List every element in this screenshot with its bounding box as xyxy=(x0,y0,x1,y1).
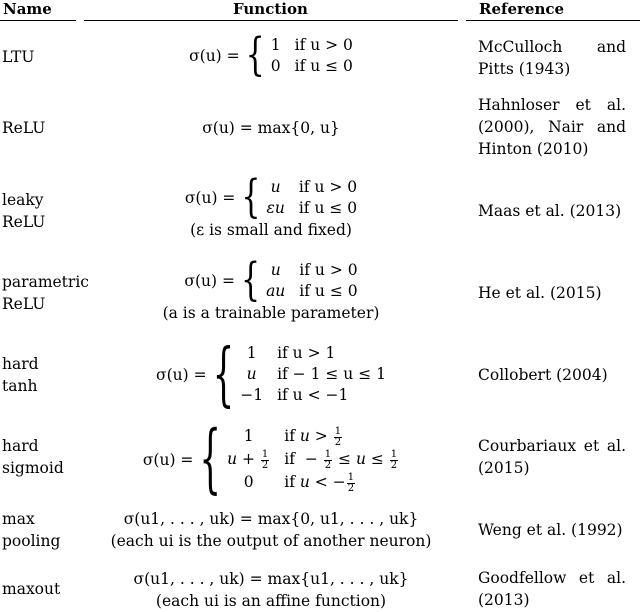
equation xyxy=(184,171,358,224)
case-value: au xyxy=(266,282,286,300)
cases xyxy=(271,35,353,77)
row-max-pooling-function xyxy=(86,509,456,551)
row-ltu-function xyxy=(86,29,456,82)
header-rule-reference xyxy=(466,20,640,21)
name-line: ReLU xyxy=(2,295,46,313)
row-leaky-relu-function xyxy=(86,171,456,240)
reference-line: Collobert (2004) xyxy=(478,366,608,384)
lhs: σ(u) = xyxy=(142,450,194,469)
name-line: max xyxy=(2,510,35,528)
case-value: 1 xyxy=(270,36,281,54)
case-value: 0 xyxy=(243,473,254,491)
case-value: u xyxy=(270,178,281,196)
left-brace: { xyxy=(245,29,265,82)
case-value: u + $\frac{1}{2}$ xyxy=(227,448,269,471)
case-condition: if u > $\frac{1}{2}$ xyxy=(284,425,342,448)
reference-line: (2015) xyxy=(478,459,530,477)
equation: σ(u1, . . . , uk) = max{u1, . . . , uk} xyxy=(133,570,409,588)
case-value: 0 xyxy=(270,57,281,75)
name-line: leaky xyxy=(2,191,44,209)
row-hard-sigmoid-function xyxy=(86,415,456,504)
reference-line: Hinton (2010) xyxy=(478,140,589,158)
name-line: tanh xyxy=(2,377,38,395)
row-maxout-function xyxy=(86,569,456,611)
case-value: εu xyxy=(266,199,285,217)
reference-line: Courbariaux et al. xyxy=(478,437,626,455)
name-line: maxout xyxy=(2,580,61,598)
header-rule-name xyxy=(0,20,76,21)
case-condition: if u > 0 xyxy=(294,36,353,54)
row-hard-tanh-reference xyxy=(478,364,626,386)
case-condition: if u > 0 xyxy=(298,178,358,196)
name-line: hard xyxy=(2,437,39,455)
row-parametric-relu-reference xyxy=(478,282,626,304)
header-rule-function xyxy=(84,20,458,21)
name-line: hard xyxy=(2,355,39,373)
name-line: LTU xyxy=(2,48,35,66)
equation-note: (a is a trainable parameter) xyxy=(162,304,380,322)
cases xyxy=(267,177,358,219)
case-value: u xyxy=(246,365,257,383)
case-condition: if u < −1 xyxy=(277,386,349,404)
left-brace: { xyxy=(199,415,222,504)
equation-note: (each ui is the output of another neuron) xyxy=(110,532,432,550)
cases xyxy=(266,260,358,302)
lhs: σ(u) = xyxy=(184,272,235,290)
row-leaky-relu-reference xyxy=(478,200,626,222)
name-line: sigmoid xyxy=(2,459,64,477)
case-condition: if u > 0 xyxy=(299,261,358,279)
case-condition: if u ≤ 0 xyxy=(298,199,358,217)
row-hard-sigmoid-reference xyxy=(478,435,626,479)
name-line: ReLU xyxy=(2,119,46,137)
row-hard-tanh-function xyxy=(86,333,456,416)
name-line: parametric xyxy=(2,273,89,291)
case-condition: if u ≤ 0 xyxy=(299,282,358,300)
case-condition: if u > 1 xyxy=(277,344,336,362)
case-condition: if u ≤ 0 xyxy=(294,57,353,75)
cases xyxy=(227,425,399,494)
case-value: −1 xyxy=(240,386,264,404)
header-reference: Reference xyxy=(479,0,565,18)
reference-line: Pitts (1943) xyxy=(478,60,571,78)
row-relu-reference xyxy=(478,94,626,160)
row-ltu-reference xyxy=(478,36,626,80)
equation xyxy=(189,29,353,82)
reference-line: He et al. (2015) xyxy=(478,284,602,302)
reference-line: Weng et al. (1992) xyxy=(478,521,623,539)
equation: σ(u) = max{0, u} xyxy=(202,119,340,137)
row-parametric-relu-function xyxy=(86,254,456,323)
equation xyxy=(155,333,386,416)
row-max-pooling-reference xyxy=(478,519,626,541)
case-condition: if − $\frac{1}{2}$ ≤ u ≤ $\frac{1}{2}$ xyxy=(284,448,398,471)
lhs: σ(u) = xyxy=(189,47,240,65)
lhs: σ(u) = xyxy=(155,365,207,384)
cases xyxy=(240,343,386,406)
equation xyxy=(184,254,358,307)
case-value: 1 xyxy=(243,427,254,445)
reference-line: Maas et al. (2013) xyxy=(478,202,622,220)
case-condition: if u < − $\frac{1}{2}$ xyxy=(284,471,355,494)
reference-line: Hahnloser et al. xyxy=(478,96,626,114)
left-brace: { xyxy=(240,254,261,307)
header-function: Function xyxy=(233,0,308,18)
name-line: pooling xyxy=(2,532,61,550)
equation: σ(u1, . . . , uk) = max{0, u1, . . . , uk} xyxy=(123,510,419,528)
left-brace: { xyxy=(212,333,235,416)
reference-line: (2013) xyxy=(478,591,530,609)
reference-line: McCulloch and xyxy=(478,38,626,56)
case-condition: if − 1 ≤ u ≤ 1 xyxy=(277,365,386,383)
row-relu-function xyxy=(86,117,456,139)
name-line: ReLU xyxy=(2,213,46,231)
lhs: σ(u) = xyxy=(184,189,236,207)
reference-line: (2000), Nair and xyxy=(478,118,626,136)
equation-note: (ε is small and fixed) xyxy=(190,221,352,239)
case-value: u xyxy=(270,261,281,279)
reference-line: Goodfellow et al. xyxy=(478,569,626,587)
case-value: 1 xyxy=(246,344,257,362)
header-name: Name xyxy=(3,0,52,18)
equation xyxy=(142,415,399,504)
row-maxout-reference xyxy=(478,567,626,611)
left-brace: { xyxy=(241,171,261,224)
equation-note: (each ui is an affine function) xyxy=(155,592,387,610)
